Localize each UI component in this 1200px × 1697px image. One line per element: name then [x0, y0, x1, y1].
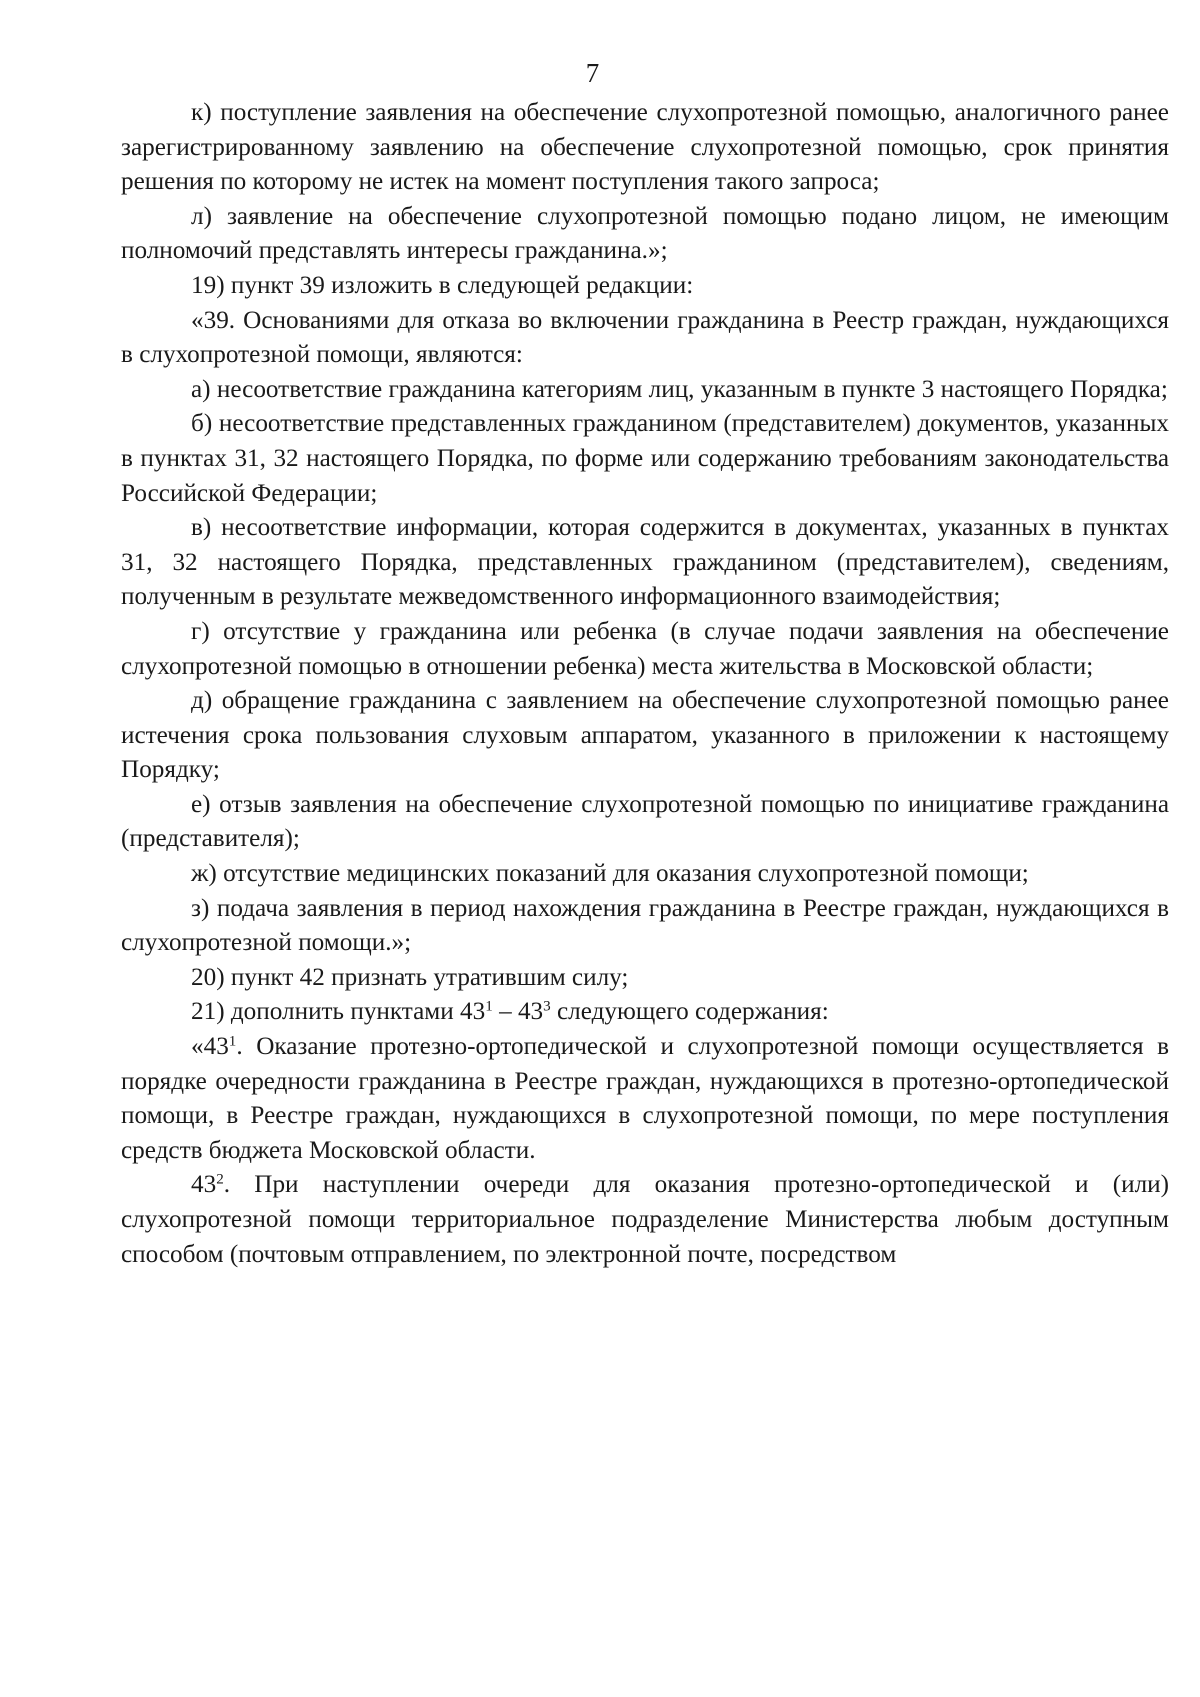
- paragraph-b: б) несоответствие представленных гражданином (представителем) документов, указанных в пунктах 31, 32 настоящего Порядка, по форме или содержанию требованиям законодательства Российской Федерации;: [121, 410, 1169, 507]
- paragraph-21-text-c: следующего содержания:: [550, 998, 829, 1026]
- paragraph-k: к) поступление заявления на обеспечение слухопротезной помощью, аналогичного ранее зарегистрированному заявлению на обеспечение слухопротезной помощью, срок принятия решения по которому не истек на момент поступления такого запроса;: [121, 99, 1169, 196]
- paragraph-43-2-sup: 2: [216, 1172, 224, 1189]
- paragraph-20: 20) пункт 42 признать утратившим силу;: [191, 963, 629, 991]
- paragraph-21-sup-b: 3: [543, 999, 551, 1016]
- paragraph-43-1-prefix: «43: [191, 1033, 229, 1061]
- paragraph-19: 19) пункт 39 изложить в следующей редакции:: [191, 271, 694, 299]
- paragraph-21: [121, 995, 1169, 1030]
- paragraph-zh: ж) отсутствие медицинских показаний для оказания слухопротезной помощи;: [191, 860, 1029, 888]
- paragraph-l: л) заявление на обеспечение слухопротезной помощью подано лицом, не имеющим полномочий представлять интересы гражданина.»;: [121, 202, 1169, 265]
- paragraph-43-2-text: . При наступлении очереди для оказания протезно-ортопедической и (или) слухопротезной помощи территориальное подразделение Министерства любым доступным способом (почтовым отправлением, по электронной почте, посредством: [121, 1171, 1169, 1268]
- paragraph-39: «39. Основаниями для отказа во включении гражданина в Реестр граждан, нуждающихся в слухопротезной помощи, являются:: [121, 306, 1169, 369]
- paragraph-d: д) обращение гражданина с заявлением на обеспечение слухопротезной помощью ранее истечения срока пользования слуховым аппаратом, указанного в приложении к настоящему Порядку;: [121, 687, 1169, 784]
- paragraph-43-2-prefix: 43: [191, 1171, 217, 1199]
- paragraph-e: е) отзыв заявления на обеспечение слухопротезной помощью по инициативе гражданина (представителя);: [121, 790, 1169, 853]
- paragraph-v: в) несоответствие информации, которая содержится в документах, указанных в пунктах 31, 32 настоящего Порядка, представленных гражданином (представителем), сведениям, полученным в результате межведомственного информационного взаимодействия;: [121, 514, 1169, 611]
- paragraph-43-1: [121, 1030, 1169, 1168]
- document-body: [121, 96, 1169, 1272]
- paragraph-21-text-b: – 43: [492, 998, 544, 1026]
- paragraph-21-text-a: 21) дополнить пунктами 43: [191, 998, 486, 1026]
- paragraph-a: а) несоответствие гражданина категориям лиц, указанным в пункте 3 настоящего Порядка;: [191, 375, 1168, 403]
- page-number: 7: [585, 58, 600, 88]
- paragraph-43-2: [121, 1168, 1169, 1272]
- paragraph-z: з) подача заявления в период нахождения гражданина в Реестре граждан, нуждающихся в слухопротезной помощи.»;: [121, 894, 1169, 957]
- paragraph-43-1-text: . Оказание протезно-ортопедической и слухопротезной помощи осуществляется в порядке очередности гражданина в Реестре граждан, нуждающихся в протезно-ортопедической помощи, в Реестре граждан, нуждающихся в слухопротезной помощи, по мере поступления средств бюджета Московской области.: [121, 1033, 1169, 1164]
- paragraph-21-sup-a: 1: [485, 999, 493, 1016]
- paragraph-43-1-sup: 1: [228, 1033, 237, 1050]
- paragraph-g: г) отсутствие у гражданина или ребенка (в случае подачи заявления на обеспечение слухопротезной помощью в отношении ребенка) места жительства в Московской области;: [121, 617, 1169, 680]
